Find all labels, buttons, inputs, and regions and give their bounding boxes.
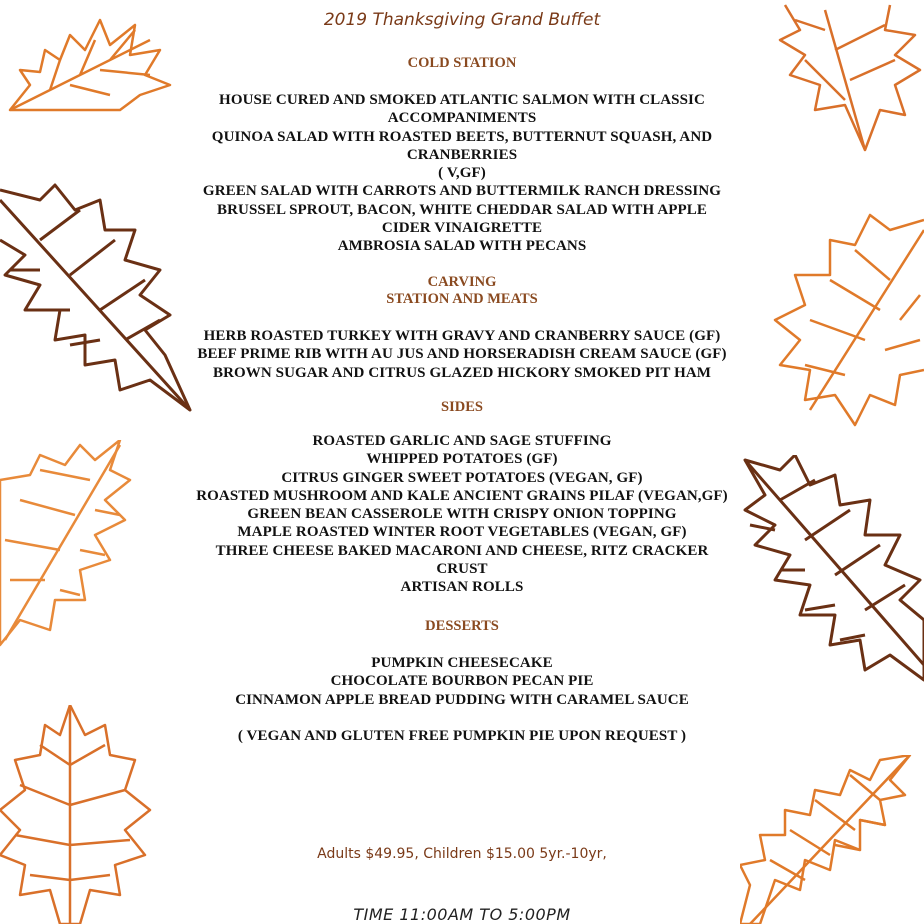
- menu-item: ROASTED GARLIC AND SAGE STUFFING: [312, 433, 612, 449]
- leaf-lower-left-icon: [0, 440, 140, 650]
- menu-content: [160, 0, 764, 924]
- menu-item: GREEN SALAD WITH CARROTS AND BUTTERMILK RANCH DRESSING: [202, 183, 722, 200]
- menu-item: MAPLE ROASTED WINTER ROOT VEGETABLES (VEGAN, GF): [237, 524, 687, 541]
- menu-item: WHIPPED POTATOES (GF): [366, 451, 558, 468]
- carving-heading-line1: CARVING: [427, 274, 497, 290]
- price-info: Adults $49.95, Children $15.00 5yr.-10yr,: [317, 846, 607, 862]
- menu-item: BRUSSEL SPROUT, BACON, WHITE CHEDDAR SALAD WITH APPLE: [217, 201, 707, 218]
- cold-station-section: [160, 55, 764, 256]
- leaf-lower-right-brown-icon: [740, 455, 924, 685]
- carving-section: [160, 274, 764, 382]
- menu-item: CRANBERRIES: [406, 146, 518, 163]
- time-info: TIME 11:00AM TO 5:00PM: [353, 905, 571, 924]
- leaf-top-left-icon: [0, 0, 175, 115]
- menu-item: HERB ROASTED TURKEY WITH GRAVY AND CRANBERRY SAUCE (GF): [203, 328, 721, 344]
- menu-item: ACCOMPANIMENTS: [387, 110, 537, 127]
- sides-section: [160, 399, 764, 597]
- menu-item: QUINOA SALAD WITH ROASTED BEETS, BUTTERNUT SQUASH, AND: [211, 128, 713, 145]
- leaf-mid-right-orange-icon: [770, 200, 924, 430]
- menu-item: AMBROSIA SALAD WITH PECANS: [337, 238, 587, 255]
- menu-item: CRUST: [436, 561, 488, 578]
- cold-station-heading: COLD STATION: [407, 55, 517, 71]
- desserts-heading: DESSERTS: [425, 618, 499, 634]
- menu-item: ROASTED MUSHROOM AND KALE ANCIENT GRAINS PILAF (VEGAN,GF): [196, 487, 728, 504]
- desserts-note: ( VEGAN AND GLUTEN FREE PUMPKIN PIE UPON REQUEST ): [237, 727, 687, 744]
- page-title: 2019 Thanksgiving Grand Buffet: [323, 10, 601, 30]
- menu-item: CIDER VINAIGRETTE: [381, 220, 543, 237]
- menu-item: ( V,GF): [438, 165, 486, 182]
- carving-heading-line2: STATION AND MEATS: [386, 291, 538, 307]
- desserts-section: [160, 618, 764, 745]
- menu-item: BEEF PRIME RIB WITH AU JUS AND HORSERADISH CREAM SAUCE (GF): [197, 346, 727, 363]
- menu-item: THREE CHEESE BAKED MACARONI AND CHEESE, RITZ CRACKER: [215, 542, 709, 559]
- leaf-bottom-right-icon: [740, 755, 924, 924]
- menu-item: CITRUS GINGER SWEET POTATOES (VEGAN, GF): [281, 469, 643, 486]
- menu-item: HOUSE CURED AND SMOKED ATLANTIC SALMON WITH CLASSIC: [219, 92, 705, 108]
- sides-heading: SIDES: [441, 399, 483, 415]
- leaf-top-right-icon: [765, 0, 924, 160]
- menu-item: CINNAMON APPLE BREAD PUDDING WITH CARAMEL SAUCE: [235, 691, 689, 708]
- menu-item: PUMPKIN CHEESECAKE: [371, 655, 553, 671]
- menu-item: BROWN SUGAR AND CITRUS GLAZED HICKORY SMOKED PIT HAM: [212, 364, 712, 381]
- menu-item: CHOCOLATE BOURBON PECAN PIE: [330, 673, 594, 690]
- menu-item: ARTISAN ROLLS: [400, 579, 524, 596]
- leaf-bottom-left-icon: [0, 705, 155, 924]
- menu-item: GREEN BEAN CASSEROLE WITH CRISPY ONION TOPPING: [247, 506, 677, 523]
